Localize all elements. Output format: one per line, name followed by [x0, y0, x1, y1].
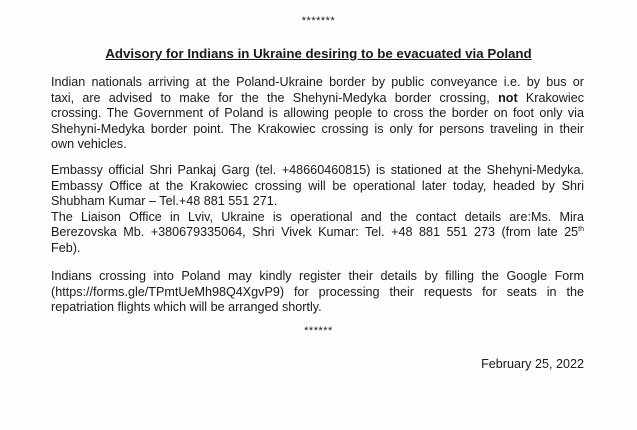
- paragraph-line: Shubham Kumar – Tel.+48 881 551 271.: [51, 194, 278, 209]
- separator-stars-bottom: ******: [304, 325, 333, 337]
- paragraph-line: The Liaison Office in Lviv, Ukraine is operational and the contact details are:Ms. Mira: [51, 209, 584, 224]
- line-segment: Krakowiec: [517, 90, 584, 105]
- paragraph-line: Shehyni-Medyka border point. The Krakowiec crossing is only for persons traveling in their: [51, 121, 584, 136]
- top-edge-mark: [547, 0, 549, 3]
- advisory-title: Advisory for Indians in Ukraine desiring to be evacuated via Poland: [105, 46, 532, 61]
- paragraph-line: (https://forms.gle/TPmtUeMh98Q4XgvP9) for processing their requests for seats in the: [51, 284, 584, 299]
- superscript-th: th: [578, 226, 584, 234]
- paragraph-line: [51, 91, 584, 107]
- paragraph-line: crossing. The Government of Poland is allowing people to cross the border on foot only via: [51, 106, 584, 121]
- paragraph-registration: [51, 269, 584, 316]
- document-date: February 25, 2022: [481, 357, 584, 371]
- paragraph-contacts: [51, 163, 584, 257]
- paragraph-line: Embassy official Shri Pankaj Garg (tel. +48660460815) is stationed at the Shehyni-Medyka.: [51, 163, 584, 177]
- paragraph-evacuation-route: [51, 75, 584, 153]
- paragraph-line: Indian nationals arriving at the Poland-Ukraine border by public conveyance i.e. by bus or: [51, 75, 584, 89]
- line-segment: Berezovska Mb. +380679335064, Shri Vivek Kumar: Tel. +48 881 551 273 (from late 25: [51, 225, 579, 240]
- top-edge: [0, 0, 637, 4]
- paragraph-line: Indians crossing into Poland may kindly register their details by filling the Google Form: [51, 269, 584, 283]
- separator-stars-top: *******: [301, 15, 336, 27]
- emphasis-not: not: [498, 90, 518, 105]
- paragraph-line: repatriation flights which will be arranged shortly.: [51, 300, 322, 315]
- paragraph-line: Embassy Office at the Krakowiec crossing will be operational later today, headed by Shri: [51, 178, 584, 193]
- paragraph-line: [51, 225, 584, 241]
- paragraph-line: Feb).: [51, 240, 81, 255]
- line-segment: taxi, are advised to make for the the Shehyni-Medyka border crossing,: [51, 90, 499, 105]
- paragraph-line: own vehicles.: [51, 137, 127, 152]
